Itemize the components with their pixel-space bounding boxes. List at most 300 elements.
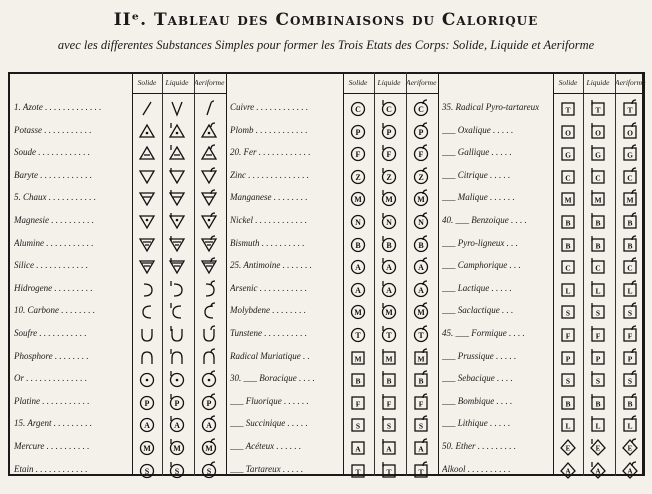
symbol-aeriform-icon (621, 280, 639, 298)
substance-name: Or . . . . . . . . . . . . . . (14, 373, 88, 384)
substance-name: ___ Fluorique . . . . . . (230, 395, 309, 406)
symbol-aeriform-icon (412, 167, 430, 185)
svg-text:P: P (144, 398, 150, 408)
symbol-solid-icon (559, 99, 577, 117)
symbol-aeriform-icon (200, 122, 218, 140)
rule-line (438, 72, 439, 476)
symbol-solid-icon (349, 212, 367, 230)
symbol-liquid-icon (168, 461, 186, 479)
substance-name: 1. Azote . . . . . . . . . . . . . (14, 102, 102, 112)
svg-text:E: E (565, 444, 571, 453)
substance-name: ___ Pyro-ligneux . . . (442, 237, 518, 248)
symbol-liquid-icon (589, 438, 607, 456)
symbol-aeriform-icon (200, 257, 218, 275)
symbol-liquid-icon (589, 280, 607, 298)
symbol-solid-icon (349, 348, 367, 366)
symbol-solid-icon (559, 348, 577, 366)
symbol-aeriform-icon (412, 438, 430, 456)
symbol-aeriform-icon (412, 257, 430, 275)
symbol-liquid-icon (589, 257, 607, 275)
symbol-solid-icon (349, 189, 367, 207)
svg-text:F: F (627, 331, 633, 341)
substance-name: Baryte . . . . . . . . . . . . (14, 169, 92, 180)
svg-text:M: M (143, 444, 151, 453)
svg-text:T: T (355, 467, 361, 477)
svg-text:A: A (386, 263, 392, 273)
symbol-liquid-icon (380, 167, 398, 185)
symbol-solid-icon (349, 393, 367, 411)
svg-text:M: M (385, 354, 393, 364)
symbol-liquid-icon (380, 370, 398, 388)
substance-name: 15. Argent . . . . . . . . . (14, 418, 92, 429)
symbol-solid-icon (349, 122, 367, 140)
rule-line (644, 72, 645, 476)
symbol-liquid-icon (589, 461, 607, 479)
substance-name: Silice . . . . . . . . . . . . (14, 260, 88, 271)
substance-name: Molybdene . . . . . . . . (230, 305, 306, 316)
symbol-solid-icon (559, 235, 577, 253)
substance-name: Platine . . . . . . . . . . . (14, 395, 90, 406)
symbol-solid-icon (349, 235, 367, 253)
substance-name: ___ Sebacique . . . . (442, 373, 513, 384)
svg-text:A: A (174, 421, 180, 431)
substance-name: ___ Bombique . . . . (442, 395, 513, 406)
svg-text:P: P (565, 354, 571, 364)
svg-text:Z: Z (355, 172, 361, 182)
svg-text:N: N (355, 218, 361, 227)
symbol-solid-icon (559, 189, 577, 207)
substance-name: ___ Acéteux . . . . . . (230, 441, 302, 451)
substance-name: 35. Radical Pyro-tartareux (442, 102, 540, 112)
svg-text:M: M (354, 308, 362, 318)
symbol-liquid-icon (589, 189, 607, 207)
svg-text:L: L (595, 421, 601, 431)
header-solide: Solide (137, 78, 157, 87)
symbol-aeriform-icon (412, 393, 430, 411)
symbol-aeriform-icon (621, 325, 639, 343)
symbol-solid-icon (559, 167, 577, 185)
symbol-aeriform-icon (621, 235, 639, 253)
svg-text:M: M (594, 195, 602, 205)
substance-name: ___ Malique . . . . . . (442, 192, 515, 203)
substance-name: Tunstene . . . . . . . . . . (230, 328, 308, 338)
svg-text:M: M (626, 195, 634, 205)
symbol-liquid-icon (168, 280, 186, 298)
substance-name: Soude . . . . . . . . . . . . (14, 147, 90, 158)
symbol-solid-icon (559, 415, 577, 433)
substance-name: Potasse . . . . . . . . . . . (14, 124, 92, 135)
symbol-liquid-icon (380, 189, 398, 207)
svg-text:P: P (355, 127, 361, 137)
header-aeriforme: Aeriforme (194, 78, 225, 87)
rule-line (226, 72, 227, 476)
svg-text:A: A (418, 444, 424, 454)
symbol-aeriform-icon (200, 325, 218, 343)
svg-text:B: B (386, 240, 392, 250)
svg-text:S: S (627, 308, 633, 318)
symbol-solid-icon (138, 438, 156, 456)
symbol-liquid-icon (589, 235, 607, 253)
rule-line (583, 72, 584, 476)
symbol-liquid-icon (168, 370, 186, 388)
symbol-liquid-icon (589, 144, 607, 162)
header-solide: Solide (348, 78, 368, 87)
svg-text:B: B (418, 376, 424, 386)
svg-text:C: C (627, 173, 633, 183)
svg-text:B: B (386, 376, 392, 386)
svg-text:A: A (355, 263, 361, 273)
symbol-liquid-icon (380, 393, 398, 411)
svg-text:C: C (355, 105, 361, 114)
symbol-aeriform-icon (621, 144, 639, 162)
symbol-solid-icon (349, 302, 367, 320)
header-solide: Solide (558, 78, 578, 87)
symbol-solid-icon (349, 370, 367, 388)
svg-text:F: F (565, 331, 571, 341)
svg-text:T: T (565, 105, 571, 115)
symbol-aeriform-icon (621, 122, 639, 140)
svg-text:M: M (564, 195, 572, 205)
svg-text:G: G (627, 150, 633, 160)
rule-line (553, 72, 554, 476)
svg-text:A: A (386, 285, 392, 295)
symbol-aeriform-icon (412, 348, 430, 366)
symbol-aeriform-icon (412, 122, 430, 140)
svg-text:C: C (627, 263, 633, 273)
rule-line (343, 72, 344, 476)
symbol-aeriform-icon (621, 438, 639, 456)
symbol-solid-icon (138, 99, 156, 117)
symbol-aeriform-icon (412, 325, 430, 343)
symbol-liquid-icon (168, 189, 186, 207)
symbol-liquid-icon (168, 212, 186, 230)
substance-name: Magnesie . . . . . . . . . . (14, 215, 94, 225)
symbol-liquid-icon (168, 393, 186, 411)
svg-text:M: M (354, 195, 362, 205)
symbol-solid-icon (559, 393, 577, 411)
symbol-aeriform-icon (621, 189, 639, 207)
symbol-aeriform-icon (412, 144, 430, 162)
substance-name: Etain . . . . . . . . . . . . (14, 463, 88, 474)
svg-text:L: L (565, 286, 571, 296)
svg-text:M: M (417, 308, 425, 318)
svg-text:S: S (144, 466, 150, 476)
symbol-liquid-icon (380, 235, 398, 253)
substance-name: Plomb . . . . . . . . . . . . (230, 124, 308, 135)
svg-text:L: L (565, 421, 571, 431)
svg-text:A: A (627, 467, 633, 476)
symbol-liquid-icon (380, 280, 398, 298)
svg-text:S: S (595, 308, 601, 318)
symbol-aeriform-icon (200, 370, 218, 388)
svg-text:L: L (627, 286, 633, 296)
symbol-solid-icon (559, 122, 577, 140)
symbol-aeriform-icon (621, 302, 639, 320)
substance-name: 5. Chaux . . . . . . . . . . . (14, 192, 96, 203)
symbol-liquid-icon (380, 348, 398, 366)
symbol-aeriform-icon (621, 167, 639, 185)
symbol-solid-icon (559, 370, 577, 388)
symbol-aeriform-icon (200, 438, 218, 456)
svg-text:C: C (595, 173, 601, 183)
svg-text:S: S (418, 421, 424, 431)
substance-name: Zinc . . . . . . . . . . . . . . (230, 169, 310, 180)
symbol-aeriform-icon (200, 144, 218, 162)
svg-text:B: B (595, 218, 601, 228)
svg-text:T: T (418, 331, 424, 340)
rule-line (615, 72, 616, 476)
rule-line (132, 72, 133, 476)
symbol-liquid-icon (168, 438, 186, 456)
symbol-liquid-icon (380, 212, 398, 230)
symbol-solid-icon (138, 144, 156, 162)
symbol-aeriform-icon (412, 370, 430, 388)
symbol-liquid-icon (380, 257, 398, 275)
symbol-solid-icon (349, 461, 367, 479)
svg-text:M: M (385, 308, 393, 318)
symbol-solid-icon (349, 438, 367, 456)
symbol-aeriform-icon (200, 393, 218, 411)
svg-text:C: C (565, 263, 571, 273)
symbol-aeriform-icon (621, 461, 639, 479)
symbol-aeriform-icon (200, 280, 218, 298)
symbol-solid-icon (138, 189, 156, 207)
symbol-liquid-icon (168, 235, 186, 253)
symbol-liquid-icon (380, 302, 398, 320)
svg-text:F: F (355, 399, 361, 409)
svg-text:F: F (386, 150, 392, 160)
symbol-solid-icon (559, 144, 577, 162)
symbol-liquid-icon (589, 99, 607, 117)
svg-text:L: L (595, 286, 601, 296)
svg-text:F: F (418, 399, 424, 409)
symbol-liquid-icon (589, 370, 607, 388)
symbol-aeriform-icon (621, 393, 639, 411)
svg-text:L: L (627, 421, 633, 431)
svg-text:P: P (418, 127, 424, 137)
symbol-liquid-icon (168, 122, 186, 140)
symbol-solid-icon (559, 212, 577, 230)
symbol-aeriform-icon (200, 348, 218, 366)
symbol-aeriform-icon (412, 235, 430, 253)
substance-name: 10. Carbone . . . . . . . . (14, 305, 95, 316)
svg-text:M: M (417, 195, 425, 205)
header-liquide: Liquide (377, 78, 401, 87)
symbol-aeriform-icon (412, 189, 430, 207)
symbol-liquid-icon (589, 348, 607, 366)
svg-text:M: M (205, 444, 213, 453)
substance-name: ___ Lithique . . . . . (442, 418, 511, 429)
symbol-aeriform-icon (200, 461, 218, 479)
symbol-liquid-icon (589, 167, 607, 185)
substance-name: ___ Succinique . . . . . (230, 418, 308, 429)
substance-name: Arsenic . . . . . . . . . . . (230, 282, 307, 293)
substance-name: ___ Tartareux . . . . . (230, 463, 304, 474)
symbol-aeriform-icon (621, 212, 639, 230)
symbol-solid-icon (138, 257, 156, 275)
substance-name: 45. ___ Formique . . . . (442, 328, 525, 338)
svg-text:B: B (595, 241, 601, 251)
symbol-liquid-icon (589, 212, 607, 230)
svg-text:E: E (627, 444, 633, 453)
svg-text:B: B (565, 399, 571, 409)
svg-text:O: O (565, 128, 571, 138)
svg-text:B: B (565, 218, 571, 228)
symbol-liquid-icon (168, 144, 186, 162)
symbol-solid-icon (138, 393, 156, 411)
svg-text:C: C (565, 173, 571, 183)
symbol-solid-icon (138, 235, 156, 253)
svg-text:T: T (595, 105, 601, 115)
symbol-solid-icon (559, 280, 577, 298)
symbol-aeriform-icon (621, 348, 639, 366)
svg-text:C: C (595, 263, 601, 273)
svg-text:A: A (144, 421, 150, 431)
symbol-aeriform-icon (200, 302, 218, 320)
svg-text:C: C (386, 105, 392, 114)
svg-text:T: T (355, 331, 361, 340)
plate-title: IIᵉ. Tableau des Combinaisons du Calorique (113, 10, 539, 30)
substance-name: Manganese . . . . . . . . (230, 192, 308, 203)
symbol-liquid-icon (168, 167, 186, 185)
substance-name: 30. ___ Boracique . . . . (230, 373, 315, 384)
svg-text:S: S (355, 421, 361, 431)
svg-text:O: O (627, 128, 633, 138)
symbol-liquid-icon (168, 348, 186, 366)
symbol-aeriform-icon (412, 461, 430, 479)
substance-name: 50. Ether . . . . . . . . . (442, 441, 516, 451)
symbol-aeriform-icon (412, 415, 430, 433)
symbol-liquid-icon (168, 99, 186, 117)
svg-text:B: B (355, 376, 361, 386)
svg-text:Z: Z (418, 172, 424, 182)
symbol-aeriform-icon (412, 212, 430, 230)
svg-text:P: P (174, 398, 180, 408)
substance-name: ___ Citrique . . . . . (442, 169, 511, 180)
svg-text:M: M (173, 444, 181, 453)
svg-text:T: T (386, 331, 392, 340)
substance-name: ___ Camphorique . . . (442, 260, 521, 271)
svg-text:A: A (355, 444, 361, 454)
symbol-liquid-icon (380, 325, 398, 343)
rule-line (374, 72, 375, 476)
svg-text:A: A (418, 263, 424, 273)
symbol-solid-icon (138, 370, 156, 388)
symbol-solid-icon (349, 415, 367, 433)
svg-text:T: T (418, 467, 424, 477)
symbol-aeriform-icon (412, 302, 430, 320)
symbol-liquid-icon (380, 415, 398, 433)
symbol-solid-icon (138, 461, 156, 479)
symbol-solid-icon (138, 348, 156, 366)
svg-text:A: A (386, 444, 392, 454)
symbol-liquid-icon (380, 99, 398, 117)
substance-name: 40. ___ Benzoique . . . . (442, 215, 527, 225)
symbol-aeriform-icon (412, 99, 430, 117)
symbol-liquid-icon (589, 325, 607, 343)
symbol-solid-icon (349, 99, 367, 117)
symbol-solid-icon (559, 257, 577, 275)
substance-name: Radical Muriatique . . (230, 350, 310, 361)
symbol-liquid-icon (380, 122, 398, 140)
symbol-aeriform-icon (200, 212, 218, 230)
substance-name: Mercure . . . . . . . . . . (14, 441, 90, 451)
header-aeriforme: Aeriforme (406, 78, 437, 87)
svg-text:B: B (627, 241, 633, 251)
svg-text:B: B (355, 240, 361, 250)
svg-text:A: A (355, 285, 361, 295)
svg-text:S: S (565, 308, 571, 318)
symbol-aeriform-icon (621, 257, 639, 275)
svg-text:Z: Z (386, 172, 392, 182)
symbol-aeriform-icon (200, 235, 218, 253)
svg-text:B: B (627, 218, 633, 228)
rule-line (194, 72, 195, 476)
symbol-solid-icon (559, 461, 577, 479)
svg-text:G: G (565, 150, 571, 160)
svg-text:S: S (386, 421, 392, 431)
symbol-solid-icon (138, 280, 156, 298)
svg-text:B: B (627, 399, 633, 409)
svg-text:S: S (595, 376, 601, 386)
symbol-aeriform-icon (200, 167, 218, 185)
svg-text:S: S (206, 466, 212, 476)
rule-line (553, 93, 644, 94)
substance-name: Cuivre . . . . . . . . . . . . (230, 102, 309, 112)
substance-name: ___ Oxalique . . . . . (442, 124, 514, 135)
svg-text:M: M (385, 195, 393, 205)
rule-line (162, 72, 163, 476)
svg-text:F: F (386, 399, 392, 409)
symbol-solid-icon (559, 302, 577, 320)
symbol-solid-icon (138, 302, 156, 320)
svg-text:S: S (627, 376, 633, 386)
svg-text:S: S (565, 376, 571, 386)
svg-text:B: B (418, 240, 424, 250)
substance-name: Bismuth . . . . . . . . . . (230, 237, 305, 248)
svg-text:N: N (386, 218, 392, 227)
substance-name: ___ Saclactique . . . (442, 305, 514, 316)
plate-subtitle: avec les differentes Substances Simples pour former les Trois Etats des Corps: Solide, Liquide et Aeriforme (57, 38, 595, 52)
symbol-solid-icon (349, 325, 367, 343)
svg-text:F: F (418, 150, 424, 160)
substance-name: Hidrogene . . . . . . . . . (14, 282, 93, 293)
substance-name: ___ Lactique . . . . . (442, 282, 512, 293)
svg-text:T: T (627, 105, 633, 115)
symbol-liquid-icon (380, 438, 398, 456)
symbol-solid-icon (559, 325, 577, 343)
rule-line (343, 93, 438, 94)
svg-text:P: P (595, 354, 601, 364)
symbol-aeriform-icon (200, 415, 218, 433)
svg-text:F: F (595, 331, 601, 341)
svg-text:P: P (386, 127, 392, 137)
substance-name: Alkool . . . . . . . . . . (442, 463, 511, 474)
svg-text:T: T (386, 467, 392, 477)
header-liquide: Liquide (586, 78, 610, 87)
svg-text:E: E (595, 444, 601, 453)
svg-text:C: C (418, 105, 424, 114)
symbol-liquid-icon (380, 461, 398, 479)
symbol-solid-icon (349, 144, 367, 162)
svg-text:F: F (355, 150, 361, 160)
symbol-aeriform-icon (621, 99, 639, 117)
symbol-liquid-icon (589, 302, 607, 320)
substance-name: 20. Fer . . . . . . . . . . . . (230, 147, 311, 158)
svg-text:M: M (417, 354, 425, 364)
symbol-aeriform-icon (412, 280, 430, 298)
symbol-aeriform-icon (200, 99, 218, 117)
